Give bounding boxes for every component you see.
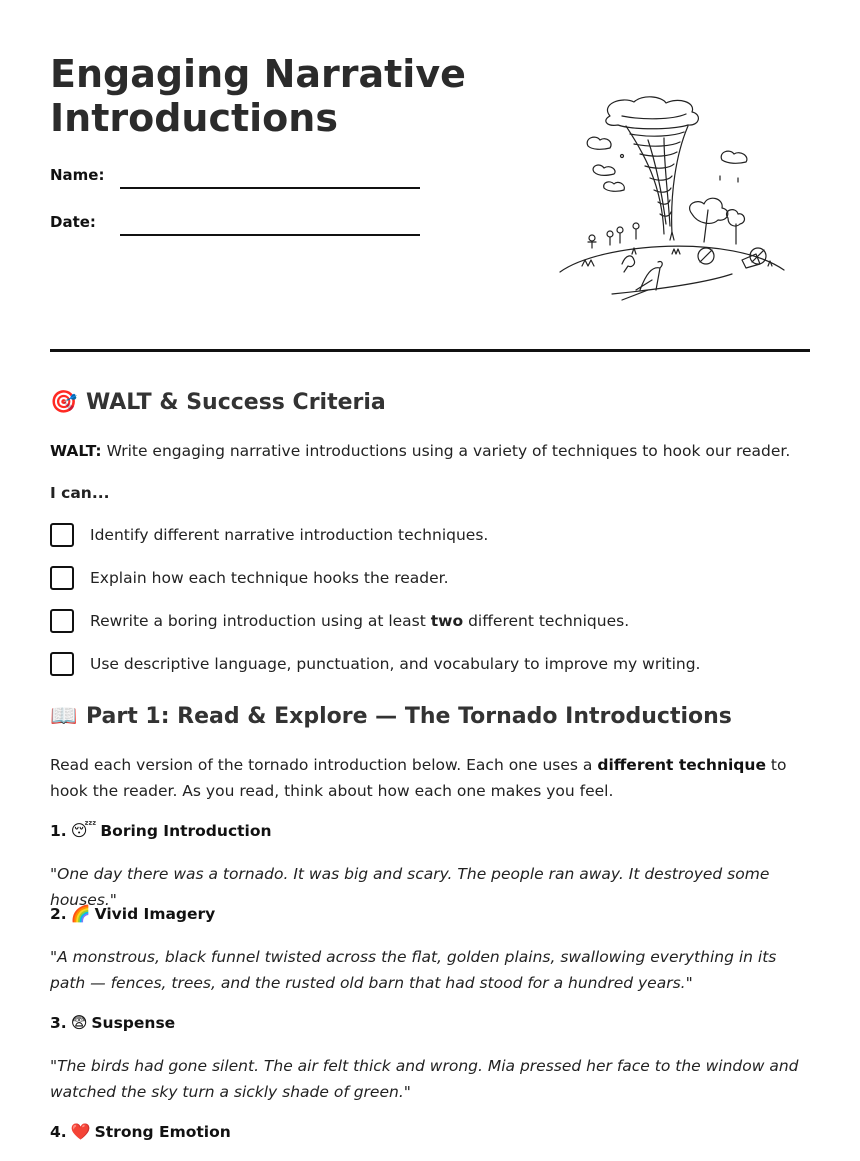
worksheet-title (50, 52, 530, 140)
item-title-text: Strong Emotion (94, 1122, 231, 1141)
intro-item-title (50, 1122, 231, 1141)
part1-intro-bold: different technique (597, 756, 766, 774)
name-field[interactable] (120, 187, 420, 189)
red-heart-icon: ❤️ (70, 1122, 91, 1141)
title-line-1: Engaging Narrative (50, 52, 466, 96)
part1-heading-text: Part 1: Read & Explore — The Tornado Introductions (86, 704, 732, 729)
criteria-item (50, 609, 629, 633)
criteria-text-bold: two (430, 612, 464, 630)
intro-item-quote: "One day there was a tornado. It was big and scary. The people ran away. It destroyed some houses." (50, 865, 770, 909)
sleeping-face-icon: 😴 (70, 821, 97, 840)
part1-intro (50, 752, 810, 804)
criteria-text: Identify different narrative introduction techniques. (90, 526, 489, 544)
walt-heading (50, 390, 386, 415)
item-number: 4. (50, 1122, 67, 1141)
item-title-text: Suspense (91, 1013, 176, 1032)
item-number: 1. (50, 821, 67, 840)
intro-item-title (50, 1013, 175, 1032)
header-divider (50, 349, 810, 352)
intro-item-quote: "A monstrous, black funnel twisted across the flat, golden plains, swallowing everything in its path — fences, trees, and the rusted old barn that had stood for a hundred years." (50, 948, 777, 992)
rainbow-icon: 🌈 (70, 904, 91, 923)
criteria-checkbox[interactable] (50, 609, 74, 633)
title-line-2: Introductions (50, 96, 338, 140)
walt-label: WALT: (50, 442, 102, 460)
date-label: Date: (50, 213, 96, 231)
criteria-item (50, 566, 449, 590)
item-title-text: Vivid Imagery (94, 904, 216, 923)
part1-intro-pre: Read each version of the tornado introduction below. Each one uses a (50, 756, 598, 774)
criteria-checkbox[interactable] (50, 652, 74, 676)
criteria-checkbox[interactable] (50, 566, 74, 590)
walt-text: Write engaging narrative introductions using a variety of techniques to hook our reader. (101, 442, 791, 460)
ican-label: I can... (50, 484, 110, 502)
criteria-text: Use descriptive language, punctuation, and vocabulary to improve my writing. (90, 655, 701, 673)
name-label: Name: (50, 166, 105, 184)
criteria-checkbox[interactable] (50, 523, 74, 547)
target-icon: 🎯 (50, 390, 78, 415)
item-title-text: Boring Introduction (100, 821, 272, 840)
tornado-illustration (552, 94, 792, 304)
criteria-text: Explain how each technique hooks the reader. (90, 569, 449, 587)
criteria-item (50, 652, 700, 676)
intro-item-title (50, 904, 215, 923)
criteria-text-post: different techniques. (463, 612, 630, 630)
criteria-item (50, 523, 488, 547)
item-number: 2. (50, 904, 67, 923)
fearful-face-icon: 😨 (70, 1013, 88, 1032)
open-book-icon: 📖 (50, 704, 78, 729)
intro-item-quote: "The birds had gone silent. The air felt thick and wrong. Mia pressed her face to the window and watched the sky turn a sickly shade of green." (50, 1057, 799, 1101)
item-number: 3. (50, 1013, 67, 1032)
criteria-text (90, 612, 629, 630)
part1-heading (50, 704, 732, 729)
intro-item-title (50, 821, 272, 840)
criteria-text-pre: Rewrite a boring introduction using at least (90, 612, 431, 630)
date-field[interactable] (120, 234, 420, 236)
part1-intro-post: to hook the reader. As you read, think about how each one makes you feel. (50, 756, 787, 800)
walt-statement (50, 438, 810, 464)
walt-heading-text: WALT & Success Criteria (86, 390, 386, 415)
